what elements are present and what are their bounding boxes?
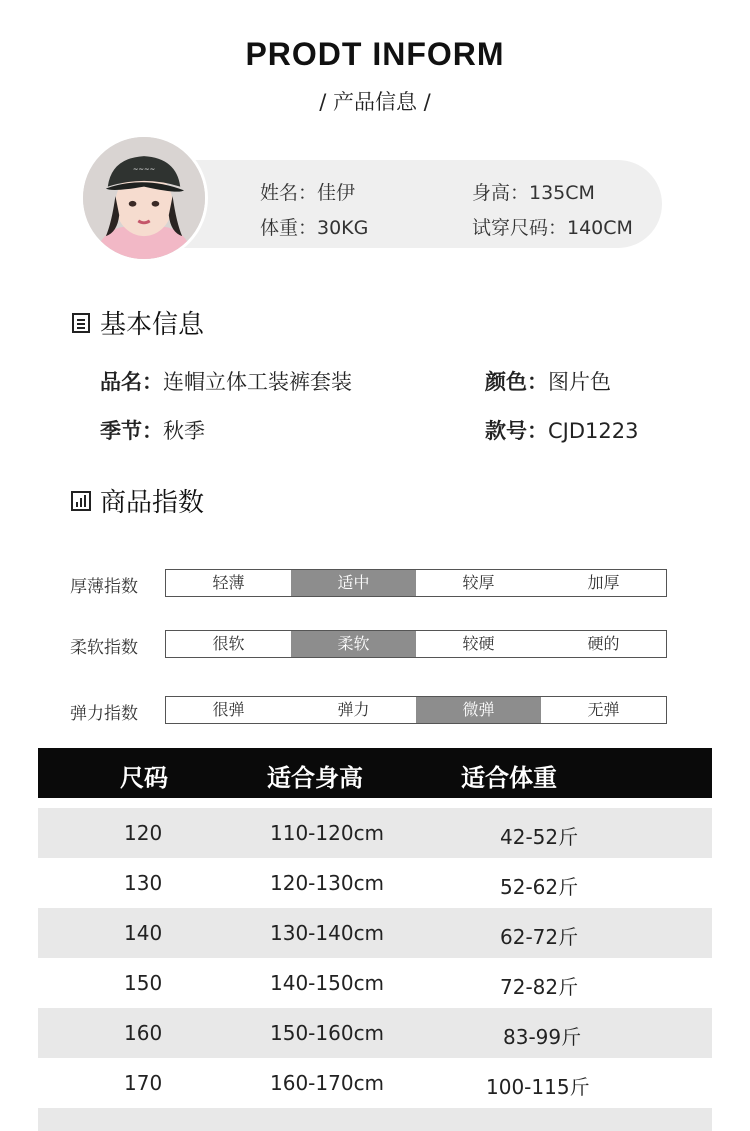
header-weight: 适合体重 bbox=[461, 764, 557, 792]
table-row bbox=[38, 808, 712, 858]
weight-cell: 72-82斤 bbox=[500, 975, 579, 999]
model-avatar bbox=[80, 134, 208, 262]
elasticity-option: 弹力 bbox=[337, 700, 370, 719]
style-no-field bbox=[485, 415, 638, 445]
elasticity-option: 微弹 bbox=[416, 697, 541, 723]
model-height: 身高：135CM bbox=[472, 182, 595, 204]
weight-cell: 42-52斤 bbox=[500, 825, 579, 849]
table-row bbox=[38, 958, 712, 1008]
product-name-key: 品名： bbox=[100, 370, 163, 394]
color-value: 图片色 bbox=[548, 370, 611, 394]
height-cell: 160-170cm bbox=[270, 1071, 385, 1095]
elasticity-index-row bbox=[70, 696, 670, 724]
softness-option: 很软 bbox=[212, 634, 245, 653]
page-subtitle: / 产品信息 / bbox=[319, 90, 431, 114]
table-row bbox=[38, 908, 712, 958]
thickness-index-row bbox=[70, 569, 670, 597]
document-icon bbox=[70, 312, 92, 334]
elasticity-option: 很弹 bbox=[212, 700, 245, 719]
height-cell: 110-120cm bbox=[270, 821, 385, 845]
weight-cell: 83-99斤 bbox=[503, 1025, 582, 1049]
color-key: 颜色： bbox=[485, 370, 548, 394]
softness-index-scale bbox=[165, 630, 667, 658]
height-cell: 130-140cm bbox=[270, 921, 385, 945]
height-cell: 120-130cm bbox=[270, 871, 385, 895]
thickness-option: 适中 bbox=[291, 570, 416, 596]
size-cell: 170 bbox=[124, 1071, 163, 1095]
size-cell: 140 bbox=[124, 921, 163, 945]
size-table bbox=[38, 748, 712, 1131]
product-name-field bbox=[100, 366, 352, 396]
size-table-header bbox=[38, 748, 712, 798]
season-value: 秋季 bbox=[163, 419, 205, 443]
header-height: 适合身高 bbox=[267, 764, 363, 792]
table-row bbox=[38, 1008, 712, 1058]
header-size: 尺码 bbox=[120, 764, 168, 792]
softness-index-row bbox=[70, 630, 670, 658]
size-cell: 160 bbox=[124, 1021, 163, 1045]
thickness-index-label: 厚薄指数 bbox=[70, 577, 138, 597]
height-cell: 150-160cm bbox=[270, 1021, 385, 1045]
elasticity-index-label: 弹力指数 bbox=[70, 704, 138, 724]
elasticity-index-scale bbox=[165, 696, 667, 724]
season-field bbox=[100, 415, 205, 445]
elasticity-option: 无弹 bbox=[587, 700, 620, 719]
indices-heading bbox=[70, 482, 204, 519]
model-size: 试穿尺码：140CM bbox=[472, 217, 633, 239]
table-row bbox=[38, 1058, 712, 1108]
svg-text:~~~~: ~~~~ bbox=[132, 165, 156, 174]
height-cell: 140-150cm bbox=[270, 971, 385, 995]
season-key: 季节： bbox=[100, 419, 163, 443]
style-no-value: CJD1223 bbox=[548, 419, 639, 443]
thickness-option: 轻薄 bbox=[212, 573, 245, 592]
model-name: 姓名：佳伊 bbox=[260, 182, 356, 204]
basic-info-title: 基本信息 bbox=[100, 310, 205, 340]
thickness-option: 加厚 bbox=[587, 573, 620, 592]
model-weight: 体重：30KG bbox=[260, 217, 369, 239]
weight-cell: 62-72斤 bbox=[500, 925, 579, 949]
thickness-index-scale bbox=[165, 569, 667, 597]
size-cell: 150 bbox=[124, 971, 163, 995]
table-row bbox=[38, 1108, 712, 1131]
style-no-key: 款号： bbox=[485, 419, 548, 443]
weight-cell: 52-62斤 bbox=[500, 875, 579, 899]
indices-title: 商品指数 bbox=[100, 488, 205, 518]
softness-option: 较硬 bbox=[462, 634, 495, 653]
softness-option: 硬的 bbox=[587, 634, 620, 653]
table-row bbox=[38, 858, 712, 908]
size-cell: 130 bbox=[124, 871, 163, 895]
softness-option: 柔软 bbox=[291, 631, 416, 657]
size-cell: 120 bbox=[124, 821, 163, 845]
model-photo-icon bbox=[83, 137, 205, 259]
softness-index-label: 柔软指数 bbox=[70, 638, 138, 658]
bar-chart-icon bbox=[70, 490, 92, 512]
color-field bbox=[485, 366, 611, 396]
basic-info-heading bbox=[70, 304, 204, 341]
product-name-value: 连帽立体工装裤套装 bbox=[163, 370, 352, 394]
thickness-option: 较厚 bbox=[462, 573, 495, 592]
page-title: PRODT INFORM bbox=[245, 36, 505, 72]
weight-cell: 100-115斤 bbox=[486, 1075, 590, 1099]
